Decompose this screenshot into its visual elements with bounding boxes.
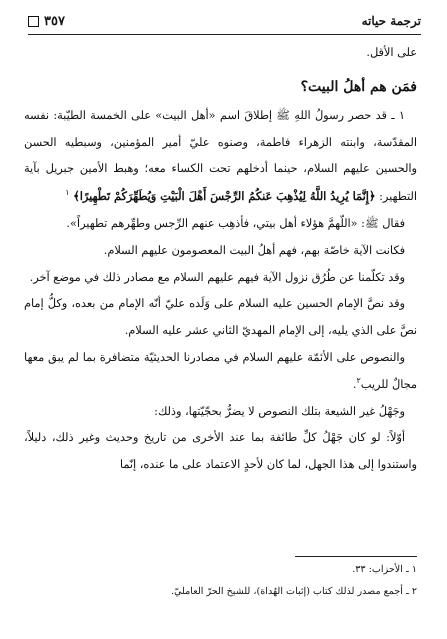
- footnote-1: ١ ـ الأحزاب: ٣٣.: [352, 564, 417, 575]
- footnote-divider: [295, 556, 417, 557]
- page-header: [28, 8, 421, 35]
- running-title: ترجمة حياته: [361, 14, 421, 28]
- page-number-block: [28, 14, 65, 29]
- paragraph-6-text: والنصوص على الأئمّة عليهم السلام في مصادرنا الحديثيّة متضافرة بما لم يبق معها مجالٌ للريب: [24, 350, 417, 391]
- footnote-ref-1[interactable]: ١: [65, 188, 70, 198]
- footnote-2: ٢ ـ أجمع مصدر لذلك كتاب (إثبات الهُداة)، للشيخ الحرّ العامليّ.: [170, 586, 417, 597]
- square-box-icon: [28, 16, 39, 27]
- section-heading: فمَن هم أهلُ البيت؟: [300, 78, 417, 95]
- footnote-ref-2[interactable]: ٢: [356, 376, 361, 385]
- paragraph-8: أوّلاً: لو كان جَهْلُ كلِّ طائفة بما عند الأخرى من تاريخ وحديث وغير ذلك، دليلاً، واستندوا إلى هذا الجهل، لما كان لأحدٍ الاعتماد على ما عنده، إنّما: [24, 431, 417, 472]
- quran-verse: ﴿إِنَّمَا يُرِيدُ اللَّهُ لِيُذْهِبَ عَنكُمُ الرِّجْسَ أَهْلَ الْبَيْتِ وَيُطَهِّرَكُمْ تَطْهِيرًا﴾: [73, 189, 376, 204]
- paragraph-3: فكانت الآية خاصّة بهم، فهم أهلُ البيت المعصومون عليهم السلام.: [103, 243, 405, 257]
- paragraph-6: والنصوص على الأئمّة عليهم السلام في مصادرنا الحديثيّة متضافرة بما لم يبق معها مجالٌ للريب$^٢$.: [24, 350, 417, 391]
- page-number: ٣٥٧: [44, 13, 65, 29]
- text-line-top: على الأقل.: [366, 46, 417, 59]
- paragraph-1-text: ١ ـ قد حصر رسولُ اللهِ ﷺ إطلاقَ اسم «أهل البيت» على الخمسة الطيّبة: نفسه المقدّسة، وابنته الزهراء فاطمة، وصنوه عليّ أمير المؤمنين، وسبطيه الحسن والحسين عليهم السلام، حينما أدخلهم تحت الكساء معه؛ وهبط الأمين جبريل بآية التطهير:: [24, 108, 417, 204]
- paragraph-5: وقد نصَّ الإمام الحسين عليه السلام على وَلَده عليّ أنّه الإمام من بعده، وكلُّ إمام نصَّ على الذي يليه، إلى الإمام المهديّ الثاني عشر عليه السلام.: [24, 297, 417, 338]
- paragraph-1: [24, 103, 417, 211]
- main-text: [24, 40, 417, 479]
- paragraph-4: وقد تكلّمنا عن طُرُق نزول الآية فيهم عليهم السلام مع مصادر ذلك في موضع آخر.: [29, 270, 405, 284]
- paragraph-2: فقال ﷺ: «اللّهمَّ هؤلاء أهل بيتي، فأذهِب عنهم الرِّجس وطهِّرهم تطهيراً».: [66, 216, 405, 230]
- footnotes: [24, 556, 417, 603]
- paragraph-7: وجَهْلُ غير الشيعة بتلك النصوص لا يضرُّ بحجّيّتها، وذلك:: [154, 404, 405, 418]
